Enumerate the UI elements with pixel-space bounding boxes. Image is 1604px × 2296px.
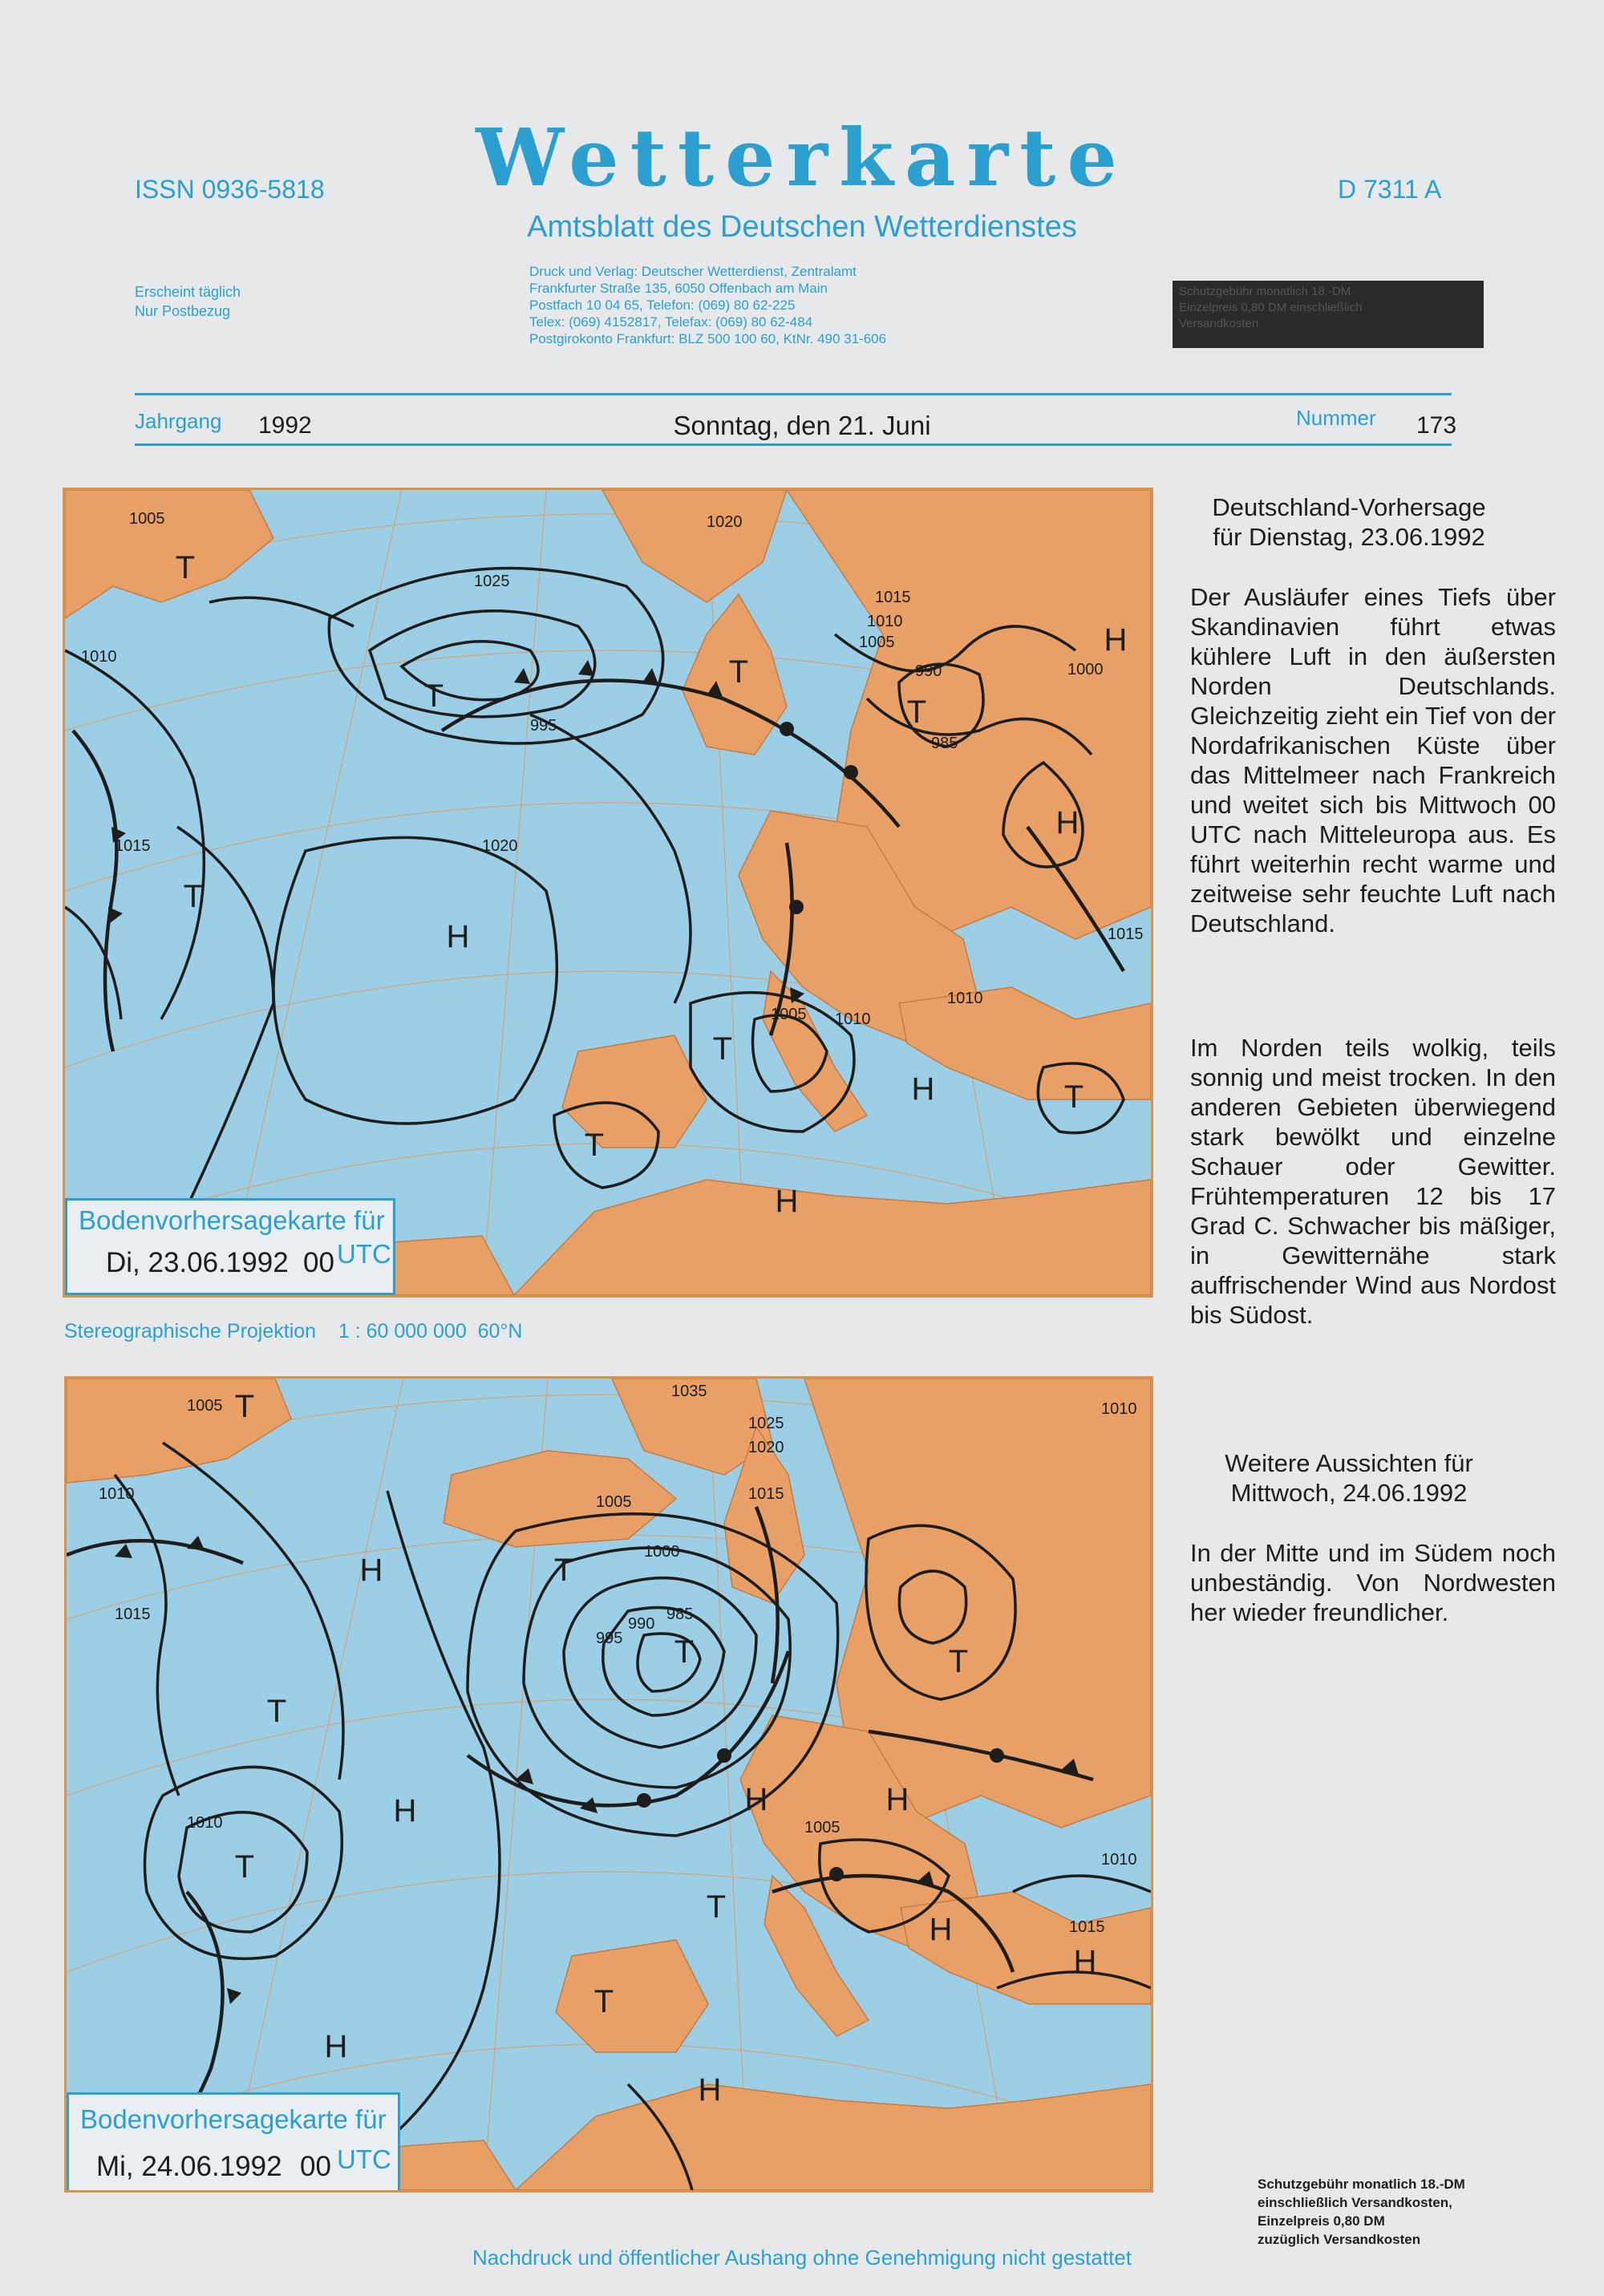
map1-isobar-label-1: 1010 [81,648,117,666]
map2-center-0: H [359,1553,383,1588]
map1-isobar-label-12: 1000 [1067,661,1104,678]
map2-center-10: T [706,1889,727,1925]
map1-center-1: T [423,678,444,714]
map1-isobar-label-0: 1005 [129,510,165,528]
newspaper-subtitle: Amtsblatt des Deutschen Wetterdienstes [527,210,1077,244]
map2-center-6: T [234,1849,255,1885]
projection-note: Stereographische Projektion 1 : 60 000 000 60°N [64,1320,523,1342]
issn-number: ISSN 0936-5818 [135,175,325,204]
map2-isobar-label-5: 1020 [748,1439,784,1456]
year-value: 1992 [258,412,312,439]
map2-isobar-label-3: 1035 [671,1383,707,1400]
map2-center-13: H [324,2029,348,2064]
map1-isobar-label-16: 1010 [835,1010,871,1028]
fee-box-redacted: Schutzgebühr monatlich 18.-DM Einzelpreis 0,80 DM einschließlich Versandkosten [1173,281,1484,348]
map1-center-6: T [584,1128,605,1163]
map2-center-12: H [1073,1944,1097,1979]
map1-center-7: T [1063,1079,1084,1115]
fee-note: Schutzgebühr monatlich 18.-DM einschließlich Versandkosten, Einzelpreis 0,80 DM zuzüglich Versandkosten [1258,2177,1465,2247]
map2-isobar-label-1: 1010 [99,1485,135,1503]
forecast-paragraph-1: Der Ausläufer eines Tiefs über Skandinavien führt etwas kühlere Luft in den äußersten Norden Deutschlands. Gleichzeitig zieht ein Tief von der Nordafrikanischen Küste über das Mittelmeer nach Frankreich und weitet sich bis Mittwoch 00 UTC nach Mitteleuropa aus. Es führt weiterhin recht warme und zeitweise sehr feuchte Luft nach Deutschland. [1190,583,1556,937]
map2-center-11: H [929,1912,953,1947]
issue-number: 173 [1416,412,1457,439]
map1-center-10: H [1055,805,1079,840]
map2-isobar-label-8: 1000 [644,1543,680,1561]
map2-center-3: T [553,1553,574,1588]
forecast-heading [1189,492,1509,552]
map1-center-9: H [1104,622,1128,658]
map1-center-11: H [911,1071,935,1107]
map-2-caption-utc: UTC [337,2144,391,2174]
map2-center-9: T [948,1644,969,1679]
map2-isobar-label-14: 1010 [1101,1851,1137,1869]
map-2-caption-hour: 00 [300,2151,331,2182]
map2-isobar-label-13: 1005 [804,1819,840,1836]
map2-center-2: T [234,1389,255,1424]
publisher-imprint: Druck und Verlag: Deutscher Wetterdienst, Zentralamt Frankfurter Straße 135, 6050 Offenbach am Main Postfach 10 04 65, Telefon: (069) 80 62-225 Telex: (069) 4152817, Telefax: (069) 80 62-484 Postgirokonto Frankfurt: BLZ 500 100 60, KtNr. 490 31-606 [529,264,887,346]
map1-isobar-label-8: 1005 [859,634,895,651]
map-2-caption-date: Mi, 24.06.1992 [96,2151,282,2182]
map1-isobar-label-7: 1010 [867,613,903,630]
map2-isobar-label-6: 1015 [748,1485,784,1503]
map2-center-15: T [593,1984,614,2019]
map2-center-7: H [744,1782,768,1817]
map1-center-4: T [183,879,204,914]
map-1-caption-hour: 00 [303,1247,334,1278]
frequency-line-1: Erscheint täglich [135,284,241,300]
outlook-text: In der Mitte und im Südem noch unbeständig. Von Nordwesten her wieder freundlicher. [1190,1539,1556,1626]
map2-isobar-label-10: 990 [628,1615,655,1633]
map2-isobar-label-16: 1010 [1101,1400,1137,1418]
map1-isobar-label-3: 1020 [482,837,518,855]
map2-center-14: H [698,2072,722,2108]
forecast-heading-line-1: Deutschland-Vorhersage [1212,493,1486,521]
map2-center-4: T [674,1634,695,1670]
map-1-caption-utc: UTC [337,1239,391,1269]
issue-date: Sonntag, den 21. Juni [673,411,931,440]
map2-isobar-label-15: 1015 [1069,1918,1105,1936]
map-2-graphic [67,1379,1151,2190]
outlook-heading [1189,1448,1509,1508]
map1-center-12: H [775,1184,799,1219]
map2-center-1: H [393,1793,417,1828]
map1-center-0: T [175,550,196,585]
outlook-heading-line-2: Mittwoch, 24.06.1992 [1230,1479,1468,1507]
map2-isobar-label-4: 1025 [748,1415,784,1432]
header-rule-bottom [135,443,1452,446]
map2-center-5: T [266,1694,287,1729]
newspaper-title: Wetterkarte [476,112,1128,204]
header-rule-top [135,393,1452,395]
map1-isobar-label-9: 995 [530,717,557,735]
year-label: Jahrgang [135,409,222,433]
map1-isobar-label-13: 1010 [947,990,983,1007]
map2-isobar-label-11: 985 [666,1606,694,1623]
map-1-caption-title: Bodenvorhersagekarte für [79,1205,385,1235]
map1-isobar-label-6: 1015 [875,589,911,606]
map-1-caption-box [65,1198,395,1295]
map1-isobar-label-14: 1015 [1108,925,1144,943]
map-2-caption-box [67,2092,400,2193]
map1-isobar-label-15: 1005 [771,1006,807,1023]
map-2-caption-title: Bodenvorhersagekarte für [80,2104,387,2134]
map1-isobar-label-2: 1015 [115,837,151,855]
forecast-heading-line-2: für Dienstag, 23.06.1992 [1213,523,1485,551]
forecast-map-tuesday [63,488,1153,1298]
reprint-notice: Nachdruck und öffentlicher Aushang ohne Genehmigung nicht gestattet [472,2245,1132,2270]
map2-center-8: H [885,1782,909,1817]
map1-isobar-label-11: 985 [931,735,958,752]
forecast-paragraph-2: Im Norden teils wolkig, teils sonnig und meist trocken. In den anderen Gebieten überwiegend stark bewölkt und einzelne Schauer oder Gewitter. Frühtemperaturen 12 bis 17 Grad C. Schwacher bis mäßiger, in Gewitternähe stark auffrischender Wind aus Nordost bis Südost. [1190,1034,1556,1329]
map1-isobar-label-5: 1020 [707,513,743,531]
map2-isobar-label-7: 1005 [596,1493,632,1511]
map1-center-8: H [446,919,470,954]
map1-center-2: T [728,654,749,690]
map2-isobar-label-2: 1015 [115,1606,151,1623]
map1-isobar-label-10: 990 [915,662,942,680]
forecast-map-wednesday [64,1376,1153,2193]
frequency-note [135,282,241,321]
map2-isobar-label-9: 995 [596,1630,623,1647]
postal-code: D 7311 A [1338,175,1442,204]
map-1-graphic [65,490,1151,1295]
map1-center-5: T [712,1031,733,1067]
map1-center-3: T [906,694,927,730]
map2-isobar-label-12: 1010 [187,1814,223,1832]
map-1-caption-date: Di, 23.06.1992 [106,1247,289,1278]
map2-isobar-label-0: 1005 [187,1397,223,1415]
map1-isobar-label-4: 1025 [474,573,510,590]
outlook-heading-line-1: Weitere Aussichten für [1225,1449,1473,1477]
number-label: Nummer [1296,406,1376,430]
frequency-line-2: Nur Postbezug [135,303,231,319]
